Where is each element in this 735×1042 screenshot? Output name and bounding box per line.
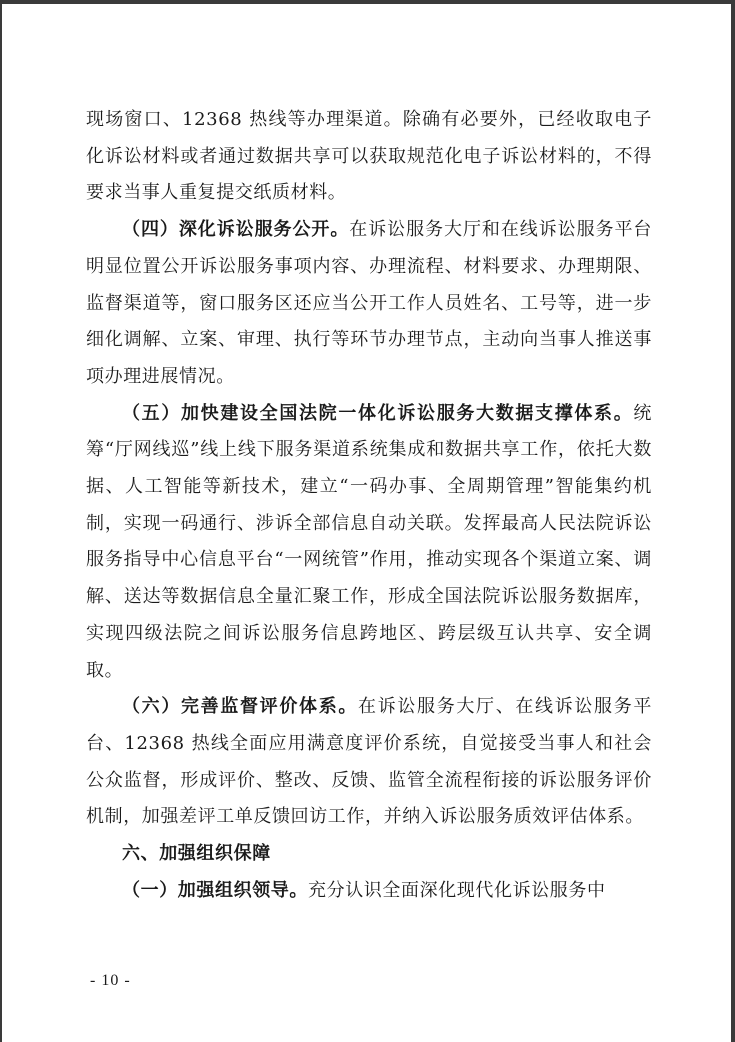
document-page [2,4,731,1042]
paragraph-continuation: 现场窗口、12368 热线等办理渠道。除确有必要外，已经收取电子化诉讼材料或者通过数据共享可以获取规范化电子诉讼材料的，不得要求当事人重复提交纸质材料。 [86,109,652,204]
paragraph-body-1: 充分认识全面深化现代化诉讼服务中 [308,879,606,901]
section-heading: 六、加强组织保障 [122,843,271,865]
page-number: - 10 - [90,972,131,989]
document-body [86,102,652,909]
paragraph-supervision-evaluation [86,689,652,836]
section-lead-4: （四）深化诉讼服务公开。 [122,219,350,241]
paragraph-body-5: 统筹“厅网线巡”线上线下服务渠道系统集成和数据共享工作，依托大数据、人工智能等新技术，建立“一码办事、全周期管理”智能集约机制，实现一码通行、涉诉全部信息自动关联。发挥最高人民法院诉讼服务指导中心信息平台“一网统管”作用，推动实现各个渠道立案、调解、送达等数据信息全量汇聚工作，形成全国法院诉讼服务数据库，实现四级法院之间诉讼服务信息跨地区、跨层级互认共享、安全调取。 [86,402,652,681]
section-lead-1: （一）加强组织领导。 [122,879,308,901]
paragraph-service-publicity [86,212,652,396]
paragraph-body-6: 在诉讼服务大厅、在线诉讼服务平台、12368 热线全面应用满意度评价系统，自觉接受当事人和社会公众监督，形成评价、整改、反馈、监管全流程衔接的诉讼服务评价机制，加强差评工单反馈回访工作，并纳入诉讼服务质效评估体系。 [86,696,652,828]
section-lead-5: （五）加快建设全国法院一体化诉讼服务大数据支撑体系。 [122,402,634,424]
paragraph-organization-leadership [86,873,652,910]
section-lead-6: （六）完善监督评价体系。 [122,696,359,718]
paragraph-big-data-system [86,396,652,690]
paragraph-body-4: 在诉讼服务大厅和在线诉讼服务平台明显位置公开诉讼服务事项内容、办理流程、材料要求、办理期限、监督渠道等，窗口服务区还应当公开工作人员姓名、工号等，进一步细化调解、立案、审理、执行等环节办理节点，主动向当事人推送事项办理进展情况。 [86,219,652,387]
